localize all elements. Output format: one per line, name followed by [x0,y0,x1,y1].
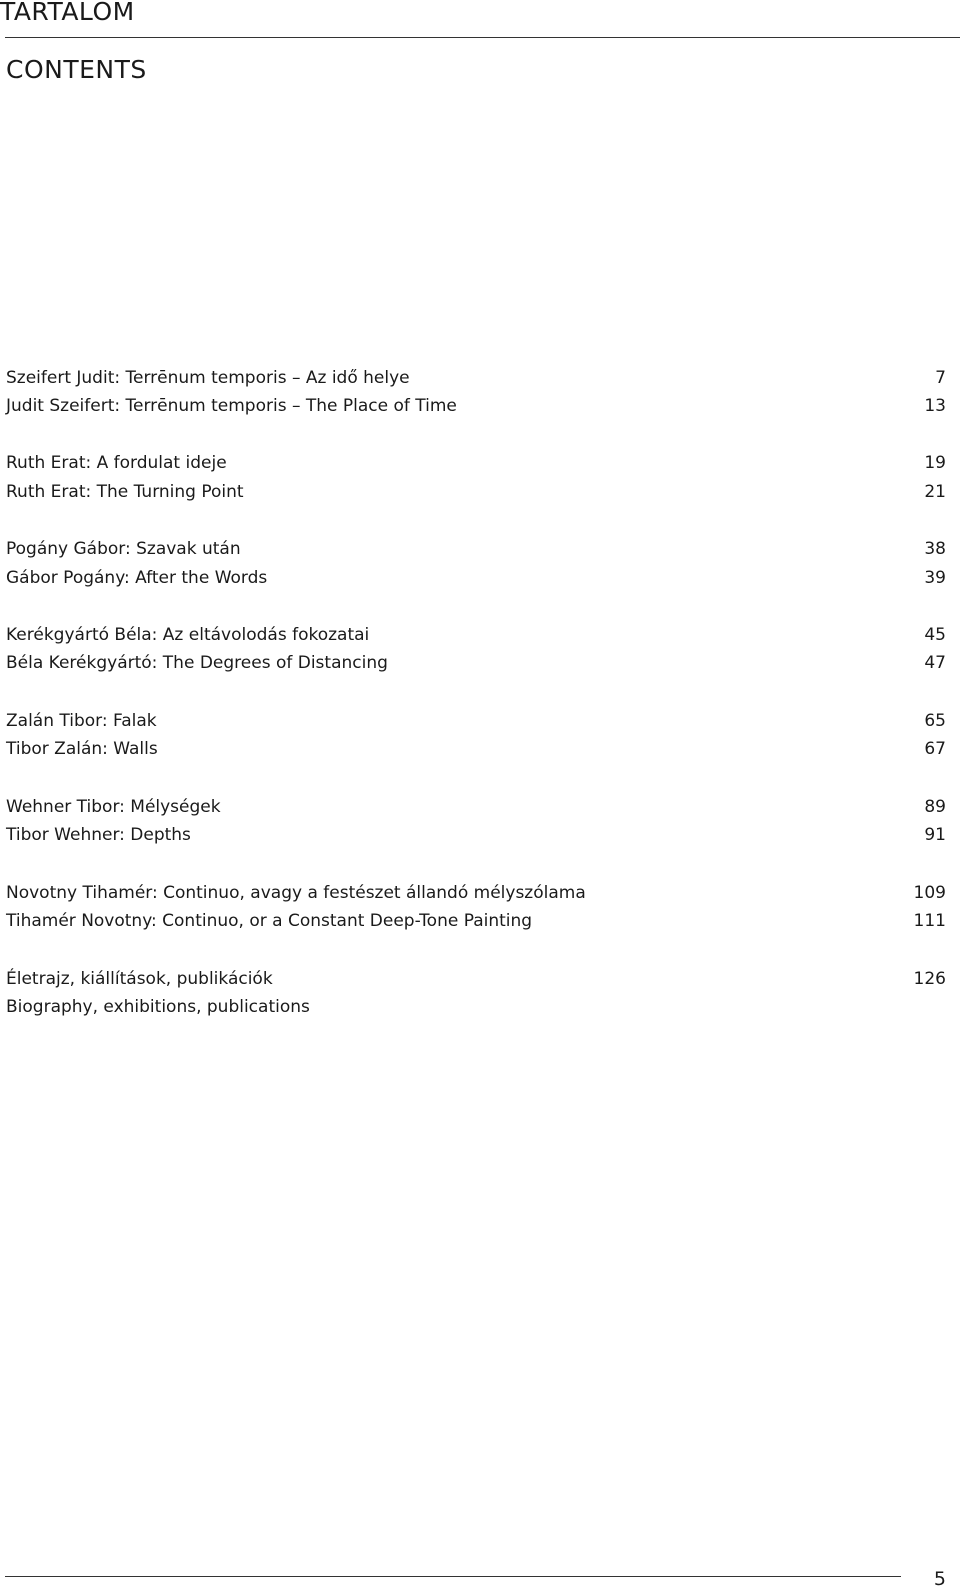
toc-entry [6,908,946,934]
toc-entry-title: Biography, exhibitions, publications [6,997,310,1017]
toc-entry [6,822,946,848]
toc-entry-title: Kerékgyártó Béla: Az eltávolodás fokozatai [6,625,370,645]
toc-entry-title: Pogány Gábor: Szavak után [6,539,241,559]
page-title-english: CONTENTS [6,55,147,84]
toc-entry-page: 65 [924,711,946,731]
toc-entry-title: Judit Szeifert: Terrēnum temporis – The Place of Time [6,396,457,416]
toc-entry [6,994,946,1020]
toc-entry-title: Életrajz, kiállítások, publikációk [6,969,273,989]
toc-entry [6,650,946,676]
toc-entry-title: Tibor Wehner: Depths [6,825,191,845]
toc-entry-page: 47 [924,653,946,673]
toc-entry-title: Zalán Tibor: Falak [6,711,157,731]
toc-entry [6,393,946,419]
toc-entry-title: Béla Kerékgyártó: The Degrees of Distancing [6,653,388,673]
toc-entry-title: Szeifert Judit: Terrēnum temporis – Az idő helye [6,368,410,388]
toc-entry [6,708,946,734]
toc-entry [6,736,946,762]
toc-entry-page: 67 [924,739,946,759]
page-number: 5 [933,1568,946,1590]
toc-entry-page: 19 [924,453,946,473]
toc-entry [6,365,946,391]
toc-entry-page: 13 [924,396,946,416]
toc-entry [6,622,946,648]
toc-entry-title: Tihamér Novotny: Continuo, or a Constant Deep-Tone Painting [6,911,533,931]
toc-entry-page: 109 [913,883,946,903]
toc-entry-title: Gábor Pogány: After the Words [6,568,268,588]
footer-divider [5,1576,901,1577]
toc-entry-title: Tibor Zalán: Walls [6,739,158,759]
toc-entry [6,880,946,906]
toc-entry [6,479,946,505]
toc-entry-title: Wehner Tibor: Mélységek [6,797,221,817]
toc-entry-page: 7 [935,368,946,388]
toc-entry-page: 21 [924,482,946,502]
toc-entry-page: 111 [913,911,946,931]
toc-entry [6,450,946,476]
toc-entry-page: 91 [924,825,946,845]
toc-entry-page: 39 [924,568,946,588]
toc-entry [6,536,946,562]
toc-entry-page: 45 [924,625,946,645]
toc-entry-title: Ruth Erat: The Turning Point [6,482,244,502]
toc-entry-page: 126 [913,969,946,989]
toc-entry [6,565,946,591]
header-divider [5,37,960,38]
toc-entry [6,966,946,992]
toc-entry-page: 38 [924,539,946,559]
toc-entry-title: Ruth Erat: A fordulat ideje [6,453,227,473]
toc-entry [6,794,946,820]
toc-entry-title: Novotny Tihamér: Continuo, avagy a festészet állandó mélyszólama [6,883,586,903]
toc-entry-page: 89 [924,797,946,817]
page-title-hungarian: TARTALOM [0,0,135,26]
